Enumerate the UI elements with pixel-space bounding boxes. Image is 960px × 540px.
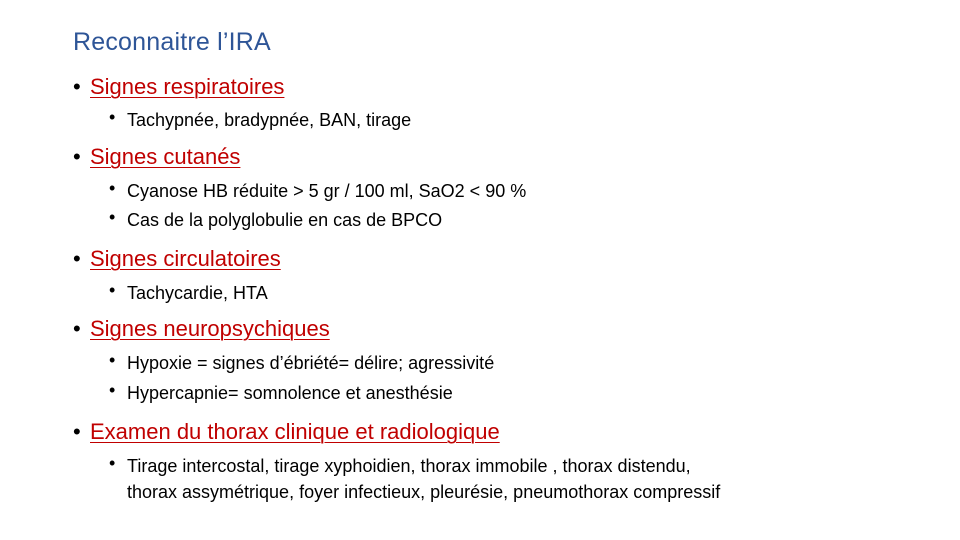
bullet: • — [109, 178, 116, 198]
heading-text: Examen du thorax clinique et radiologique — [90, 419, 500, 444]
bullet: • — [109, 380, 116, 400]
heading-text: Signes circulatoires — [90, 246, 281, 271]
item-text: thorax assymétrique, foyer infectieux, pleurésie, pneumothorax compressif — [127, 482, 721, 502]
item-text: Tachycardie, HTA — [127, 283, 268, 303]
item-text: Tachypnée, bradypnée, BAN, tirage — [127, 110, 412, 130]
item-text: Tirage intercostal, tirage xyphoidien, thorax immobile , thorax distendu, — [127, 456, 691, 476]
list-item — [109, 207, 442, 233]
heading-text: Signes neuropsychiques — [90, 316, 330, 341]
item-text: Cyanose HB réduite > 5 gr / 100 ml, SaO2 < 90 % — [127, 181, 527, 201]
bullet: • — [109, 350, 116, 370]
section-heading-circulatory — [73, 246, 281, 272]
bullet: • — [73, 74, 81, 99]
bullet: • — [73, 419, 81, 444]
item-text: Hypercapnie= somnolence et anesthésie — [127, 383, 453, 403]
section-heading-cutaneous — [73, 144, 240, 170]
heading-text: Signes respiratoires — [90, 74, 285, 99]
section-heading-neuropsychic — [73, 316, 330, 342]
bullet: • — [73, 144, 81, 169]
item-text: Cas de la polyglobulie en cas de BPCO — [127, 210, 443, 230]
list-item — [109, 107, 411, 133]
list-item — [109, 280, 268, 306]
bullet: • — [109, 453, 116, 473]
heading-text: Signes cutanés — [90, 144, 241, 169]
list-item-continuation — [109, 479, 720, 505]
bullet: • — [109, 280, 116, 300]
section-heading-respiratory — [73, 74, 284, 100]
list-item — [109, 350, 494, 376]
list-item — [109, 380, 453, 406]
bullet: • — [109, 107, 116, 127]
list-item — [109, 453, 691, 479]
bullet: • — [73, 246, 81, 271]
slide-title: Reconnaitre l’IRA — [73, 28, 271, 56]
item-text: Hypoxie = signes d’ébriété= délire; agressivité — [127, 353, 495, 373]
list-item — [109, 178, 526, 204]
bullet: • — [109, 207, 116, 227]
section-heading-thorax-exam — [73, 419, 500, 445]
bullet: • — [73, 316, 81, 341]
